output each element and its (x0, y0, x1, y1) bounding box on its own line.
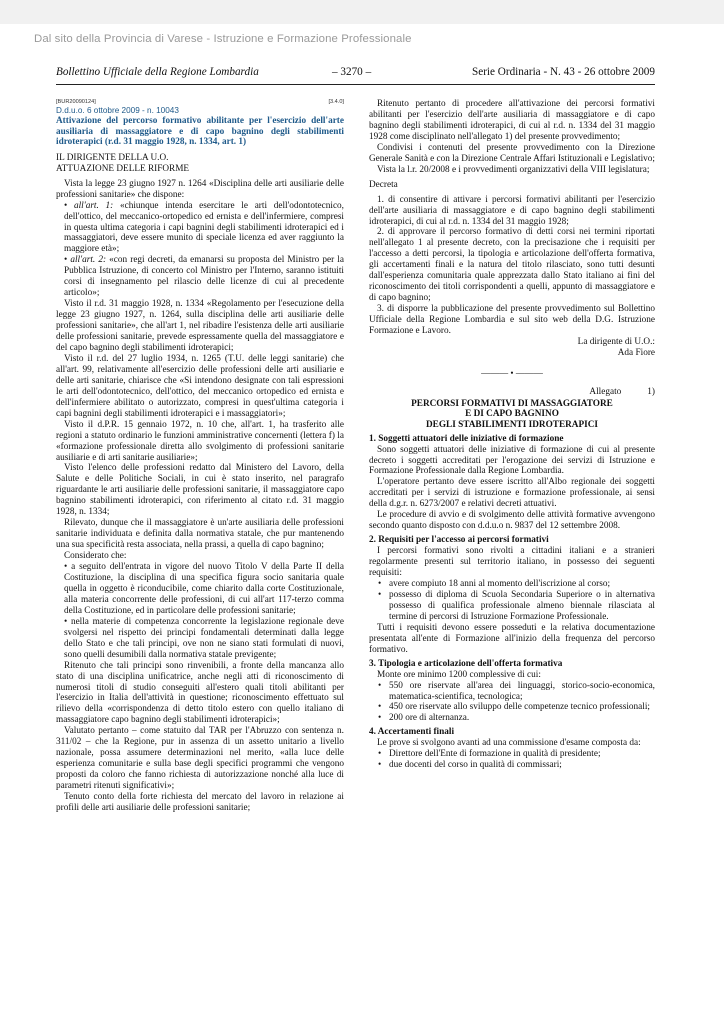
art1-text: «chiunque intenda esercitare le arti dell'odontotecnico, dell'ottico, del meccanico-ortopedico ed ernista e dell'infermiere, compresi in questa ultima categoria i capi bagnini degli stabilimenti idroterapici ed i massaggiatori, deve essere munito di speciale licenza ed aver raggiunto la maggiore età»; (64, 200, 344, 255)
paragraph: Sono soggetti attuatori delle iniziative di formazione di cui al presente decreto i soggetti accreditati per l'erogazione dei servizi di Istruzione e Formazione Professionale dalla Regione Lombardia. (369, 444, 655, 477)
paragraph: Valutato pertanto – come statuito dal TAR per l'Abruzzo con sentenza n. 311/02 – che la Regione, pur in assenza di un assetto unitario a livello nazionale, possa assumere determinazioni nel merito, «alla luce delle esperienza comunitarie e sulla base degli specifici programmi che vengono proposti da coloro che fanno richiesta di autorizzazione nonché alla luce di parametri ritenuti significativi»; (56, 726, 344, 792)
list-item: • 550 ore riservate all'area dei linguaggi, storico-socio-economica, matematica-scientifica, tecnologica; (389, 681, 655, 703)
list-item: • Direttore dell'Ente di formazione in qualità di presidente; (389, 749, 655, 760)
paragraph: Vista la legge 23 giugno 1927 n. 1264 «Disciplina delle arti ausiliarie delle professioni sanitarie» che dispone: (56, 178, 344, 200)
art1-label: all'art. 1: (73, 200, 114, 211)
paragraph: Visto l'elenco delle professioni redatto dal Ministero del Lavoro, della Salute e delle Politiche Sociali, in cui è stato inserito, nel paragrafo riguardante le arti ausiliarie delle professioni sanitarie, il massaggiatore capo bagnino stabilimenti idroterapici, con riferimento al citato r.d. 31 maggio 1928, n. 1334; (56, 463, 344, 518)
decree-point-3: 3. di disporre la pubblicazione del presente provvedimento sul Bollettino Ufficiale della Regione Lombardia e sul sito web della D.G. Istruzione Formazione e Lavoro. (369, 304, 655, 337)
decree-number: D.d.u.o. 6 ottobre 2009 - n. 10043 (56, 106, 179, 115)
paragraph: Visto il d.P.R. 15 gennaio 1972, n. 10 che, all'art. 1, ha trasferito alle regioni a statuto ordinario le funzioni amministrative concernenti (lettera f) la «formazione professionale diretta allo svolgimento di professioni sanitarie ausiliarie e di arti sanitarie ausiliarie»; (56, 419, 344, 463)
paragraph: Tenuto conto della forte richiesta del mercato del lavoro in relazione ai profili delle arti ausiliarie delle professioni sanitarie; (56, 792, 344, 814)
paragraph: Ritenuto che tali principi sono rinvenibili, a fronte della mancanza allo stato di una disciplina unificatrice, anche negli atti di riconoscimento di numerosi titoli di studio conseguiti all'estero quali titoli abilitanti per l'esercizio in Italia dell'attività in questione; riconoscimento effettuato sul rilievo della «corrispondenza di detto titolo estero con quello italiano di massaggiatore capo bagnino degli stabilimenti idroterapici»; (56, 660, 344, 726)
classification-code: [3.4.0] (328, 99, 344, 105)
paragraph: Visto il r.d. del 27 luglio 1934, n. 1265 (T.U. delle leggi sanitarie) che all'art. 99, relativamente all'esercizio delle professioni delle arti ausiliarie e delle arti sanitarie, chiarisce che «Si intendono designate con tali espressioni le arti dell'odontotecnico, dell'ottico, del meccanico ortopedico ed ernista e dell'infermiere abilitato o autorizzato, compresi in quest'ultima categoria i capi bagnini degli stabilimenti idroterapici e i massaggiatori»; (56, 353, 344, 419)
commission-list (369, 749, 655, 771)
paragraph: Ritenuto pertanto di procedere all'attivazione dei percorsi formativi abilitanti per l'esercizio dell'arte ausiliaria di massaggiatore e di capo bagnino degli stabilimenti idroterapici, di cui al r.d. n. 1334 del 31 maggio 1928 come disciplinato nell'allegato 1) del presente provvedimento; (369, 99, 655, 142)
right-column (369, 99, 655, 771)
art2-label: all'art. 2: (70, 255, 107, 266)
list-item: • 200 ore di alternanza. (389, 713, 655, 724)
section-heading-4: 4. Accertamenti finali (369, 727, 455, 738)
section-separator: ——— • ——— (481, 367, 543, 378)
paragraph: Le prove si svolgono avanti ad una commissione d'esame composta da: (377, 738, 641, 749)
page-header (56, 66, 655, 80)
section-heading-3: 3. Tipologia e articolazione dell'offerta formativa (369, 658, 563, 669)
bur-reference (56, 99, 344, 106)
paragraph: Le procedure di avvio e di svolgimento delle attività formative avvengono secondo quanto disposto con d.d.u.o n. 9837 del 12 settembre 2008. (369, 510, 655, 532)
allegato-number: 1) (647, 386, 655, 397)
publication-title: Bollettino Ufficiale della Regione Lombardia (56, 66, 259, 78)
hours-list (369, 681, 655, 725)
paragraph: Visto il r.d. 31 maggio 1928, n. 1334 «Regolamento per l'esecuzione della legge 23 giugno 1927, n. 1264, sulla disciplina delle arti ausiliarie delle professioni sanitarie», che all'art 1, nel ribadire l'esistenza delle arti ausiliarie delle professioni sanitarie, prevede espressamente quella del massaggiatore e del capo bagnino degli stabilimenti idroterapici; (56, 299, 344, 353)
attachment-title (369, 399, 655, 431)
allegato-text: Allegato (589, 386, 622, 397)
attachment-title-line: PERCORSI FORMATIVI DI MASSAGGIATORE (411, 398, 613, 409)
bullet-paragraph: • nella materie di competenza concorrente la legislazione regionale deve svolgersi nel rispetto dei principi fondamentali determinati dalla legge dello Stato e che tali principi, ove non ne siano stati formulati di nuovi, sono quelli desumibili dalla normativa statale previgente; (64, 616, 344, 660)
bullet-art1: • all'art. 1: «chiunque intenda esercitare le arti dell'odontotecnico, dell'ottico, del meccanico-ortopedico ed ernista e dell'infermiere, compresi in questa ultima categoria i capi bagnini degli stabilimenti idroterapici ed i massaggiatori, deve essere munito di speciale licenza ed aver raggiunto la maggiore età»; (64, 200, 344, 255)
source-note: Dal sito della Provincia di Varese - Istruzione e Formazione Professionale (34, 33, 412, 45)
decreta-heading: Decreta (369, 179, 398, 190)
art2-text: «con regi decreti, da emanarsi su proposta del Ministro per la Pubblica Istruzione, di concerto col Ministro per l'Interno, saranno istituiti corsi di insegnamento pel rilascio delle licenze di cui al precedente articolo»; (64, 255, 344, 299)
section-heading-2: 2. Requisiti per l'accesso ai percorsi formativi (369, 535, 549, 546)
list-item: • avere compiuto 18 anni al momento dell'iscrizione al corso; (389, 579, 655, 590)
bullet-paragraph: • a seguito dell'entrata in vigore del nuovo Titolo V della Parte II della Costituzione, la disciplina di una specifica figura socio sanitaria quale quella in oggetto è riconducibile, come chiarito dalla corte Costituzionale, alla materia concorrente delle professioni, di cui all'art 117-terzo comma della Costituzione, ed in particolare delle professioni sanitarie; (64, 562, 344, 616)
paragraph: I percorsi formativi sono rivolti a cittadini italiani e a stranieri regolarmente presenti sul territorio italiano, in possesso dei seguenti requisiti: (369, 546, 655, 579)
list-item: • 450 ore riservate allo sviluppo delle competenze tecnico professionali; (389, 702, 655, 713)
decree-point-2: 2. di approvare il percorso formativo di detti corsi nei termini riportati nell'allegato 1 al presente decreto, con la precisazione che i requisiti per l'accesso a detti percorsi, la tipologia e articolazione dell'offerta formativa, gli accertamenti finali e la natura del titolo rilasciato, sono tutti desunti dall'esperienza comunitaria quale apprezzata dallo Stato italiano ai fini del riconoscimento dei titoli corrispondenti a quelli, appunto di massaggiatore e di capo bagnino; (369, 227, 655, 304)
heading-dirigente: IL DIRIGENTE DELLA U.O. (56, 152, 169, 163)
list-item: • due docenti del corso in qualità di commissari; (389, 760, 655, 771)
page-number: – 3270 – (332, 66, 372, 78)
attachment-title-line: E DI CAPO BAGNINO (465, 409, 559, 420)
paragraph: Monte ore minimo 1200 complessive di cui: (377, 669, 541, 680)
paragraph: Tutti i requisiti devono essere posseduti e la relativa documentazione presentata all'ente di Formazione all'inizio della frequenza del percorso formativo. (369, 622, 655, 655)
paragraph: Vista la l.r. 20/2008 e i provvedimenti organizzativi della VIII legislatura; (377, 164, 650, 175)
series-info: Serie Ordinaria - N. 43 - 26 ottobre 2009 (472, 66, 655, 78)
attachment-title-line: DEGLI STABILIMENTI IDROTERAPICI (425, 420, 599, 431)
heading-riforme: ATTUAZIONE DELLE RIFORME (56, 163, 190, 174)
allegato-label (369, 387, 655, 398)
top-bar (0, 0, 724, 24)
decree-title: Attivazione del percorso formativo abilitante per l'esercizio dell'arte ausiliaria di massaggiatore e di capo bagnino degli stabilimenti idroterapici (r.d. 31 maggio 1928, n. 1334, art. 1) (56, 116, 344, 148)
signer-role: La dirigente di U.O.: (577, 337, 655, 348)
paragraph: Considerato che: (64, 551, 127, 562)
paragraph: L'operatore pertanto deve essere iscritto all'Albo regionale dei soggetti accreditati per i servizi di istruzione e formazione professionale, ai sensi della d.g.r. n. 6273/2007 e relativi decreti attuativi. (369, 477, 655, 510)
requirements-list (369, 579, 655, 623)
paragraph: Condivisi i contenuti del presente provvedimento con la Direzione Generale Sanità e con la Direzione Centrale Affari Istituzionali e Legislativo; (369, 142, 655, 164)
bur-code: [BUR20090124] (56, 99, 96, 105)
list-item: • possesso di diploma di Scuola Secondaria Superiore o in alternativa possesso di qualifica professionale almeno biennale rilasciata al termine di percorsi di Istruzione Formazione Professionale. (389, 590, 655, 623)
signer-name: Ada Fiore (617, 347, 655, 358)
bullet-art2: • all'art. 2: «con regi decreti, da emanarsi su proposta del Ministro per la Pubblica Istruzione, di concerto col Ministro per l'Interno, saranno istituiti corsi di insegnamento pel rilascio delle licenze di cui al precedente articolo»; (64, 255, 344, 299)
decree-point-1: 1. di consentire di attivare i percorsi formativi abilitanti per l'esercizio dell'arte ausiliaria di massaggiatore e di capo bagnino degli stabilimenti idroterapici, di cui al r.d. n. 1334 del 31 maggio 1928; (369, 194, 655, 227)
paragraph: Rilevato, dunque che il massaggiatore è un'arte ausiliaria delle professioni sanitarie individuata e definita dalla normativa statale, che pur mantenendo una sua specificità resta associata, nella prassi, a quella di capo bagnino; (56, 518, 344, 551)
header-rule (56, 84, 655, 85)
left-column (56, 99, 344, 814)
section-heading-1: 1. Soggetti attuatori delle iniziative di formazione (369, 433, 564, 444)
